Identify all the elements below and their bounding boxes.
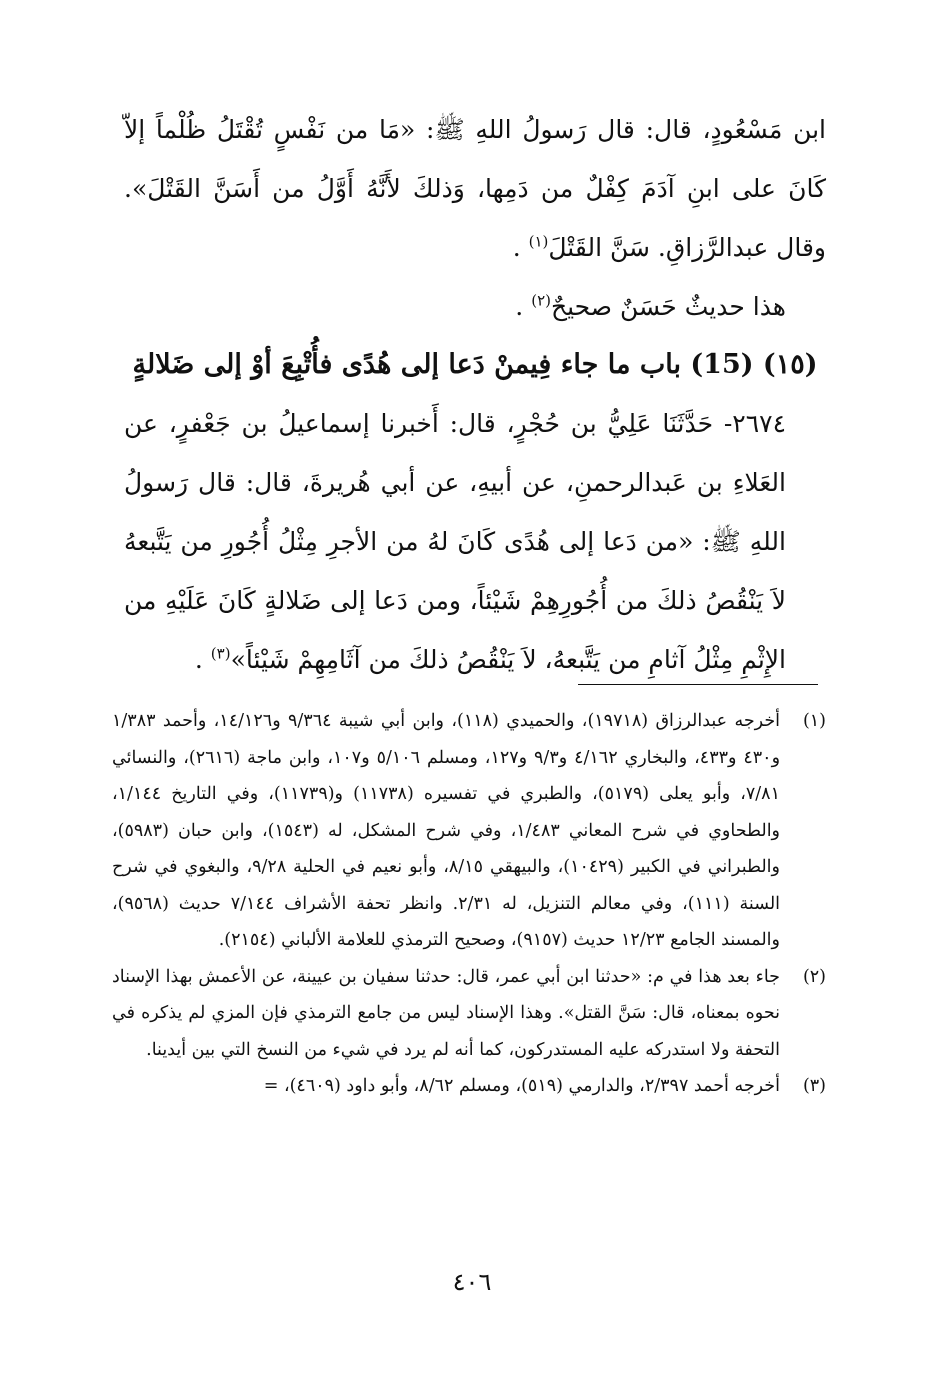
footnotes: [112, 703, 826, 1105]
page-number: ٤٠٦: [452, 1268, 492, 1296]
footnote-number: (٢): [802, 966, 826, 987]
paragraph-end: .: [512, 233, 529, 262]
footnote-number: (٣): [802, 1076, 826, 1096]
grading-end: .: [515, 292, 532, 321]
footnote-number: (١): [802, 711, 826, 731]
main-text: [124, 100, 826, 689]
footnote-ref-2: (٢): [531, 291, 551, 310]
footnote-2: [112, 959, 826, 1069]
footnote-text: أخرجه عبدالرزاق (١٩٧١٨)، والحميدي (١١٨)، وابن أبي شيبة ٩/٣٦٤ و١٤/١٢٦، وأحمد ١/٣٨٣ و٤٣٠ و٤٣٣، والبخاري ٤/١٦٢ و٩/٣ و١٢٧، ومسلم ٥/١٠٦ و١٠٧، وابن ماجة (٢٦١٦)، والنسائي ٧/٨١، وأبو يعلى (٥١٧٩)، والطبري في تفسيره (١١٧٣٨) و(١١٧٣٩)، وفي التاريخ ١/١٤٤، والطحاوي في شرح المعاني ١/٤٨٣، وفي شرح المشكل، له (١٥٤٣)، وابن حبان (٥٩٨٣)، والطبراني في الكبير (١٠٤٢٩)، والبيهقي ٨/١٥، وأبو نعيم في الحلية ٩/٢٨، والبغوي في شرح السنة (١١١)، وفي معالم التنزيل، له ٢/٣١. وانظر تحفة الأشراف ٧/١٤٤ حديث (٩٥٦٨)، والمسند الجامع ١٢/٢٣ حديث (٩١٥٧)، وصحيح الترمذي للعلامة الألباني (٢١٥٤).: [112, 711, 781, 950]
footnote-text: أخرجه أحمد ٢/٣٩٧، والدارمي (٥١٩)، ومسلم ٨/٦٢، وأبو داود (٤٦٠٩)، =: [263, 1076, 780, 1096]
hadith-paragraph: [124, 394, 826, 689]
footnote-separator: [578, 684, 818, 685]
footnote-text: جاء بعد هذا في م: «حدثنا ابن أبي عمر، قال: حدثنا سفيان بن عيينة، عن الأعمش بهذا الإسناد نحوه بمعناه، قال: سَنَّ القتل». وهذا الإسناد ليس من جامع الترمذي فإن المزي لم يذكره في التحفة ولا استدركه عليه المستدركون، كما أنه لم يرد في شيء من النسخ التي بين أيدينا.: [112, 966, 780, 1060]
footnote-ref-3: (٣): [210, 644, 231, 663]
paragraph-continuation: [124, 100, 826, 277]
hadith-end: .: [194, 645, 211, 674]
footnote-1: [112, 703, 826, 959]
footnote-ref-1: (١): [528, 232, 549, 251]
footnote-3: [112, 1068, 826, 1105]
grading-text: هذا حديثٌ حَسَنٌ صحيحٌ: [550, 292, 786, 321]
chapter-heading: (١٥) (15) باب ما جاء فِيمنْ دَعا إلى هُدًى فأُتْبِعَ أوْ إلى ضَلالةٍ: [132, 349, 818, 380]
paragraph-continuation-text: ابن مَسْعُودٍ، قال: قال رَسولُ اللهِ ﷺ: «مَا من نَفْسٍ تُقْتَلُ ظُلْماً إلاّ كَانَ على ابنِ آدَمَ كِفْلٌ من دَمِها، وَذلكَ لأَنَّهُ أَوَّلُ من أَسَنَّ القَتْلَ». وقال عبدالرَّزاقِ. سَنَّ القَتْلَ: [124, 115, 826, 262]
hadith-text: ٢٦٧٤- حَدَّثَنَا عَلِيُّ بن حُجْرٍ، قال: أَخبرنا إسماعيلُ بن جَعْفرٍ، عن العَلاءِ بن عَبدالرحمنِ، عن أبيهِ، عن أبي هُريرةَ، قال: قال رَسولُ اللهِ ﷺ: «من دَعا إلى هُدًى كَانَ لهُ من الأجرِ مِثْلُ أُجُورِ من يَتَّبعهُ لاَ يَنْقُصُ ذلكَ من أُجُورِهِمْ شَيْئاً، ومن دَعا إلى ضَلالةٍ كَانَ عَلَيْهِ من الإِثْمِ مِثْلُ آثامِ من يَتَّبعهُ، لاَ يَنْقُصُ ذلكَ من آثَامِهِمْ شَيْئاً»: [124, 409, 786, 674]
grading-line: [124, 277, 826, 336]
